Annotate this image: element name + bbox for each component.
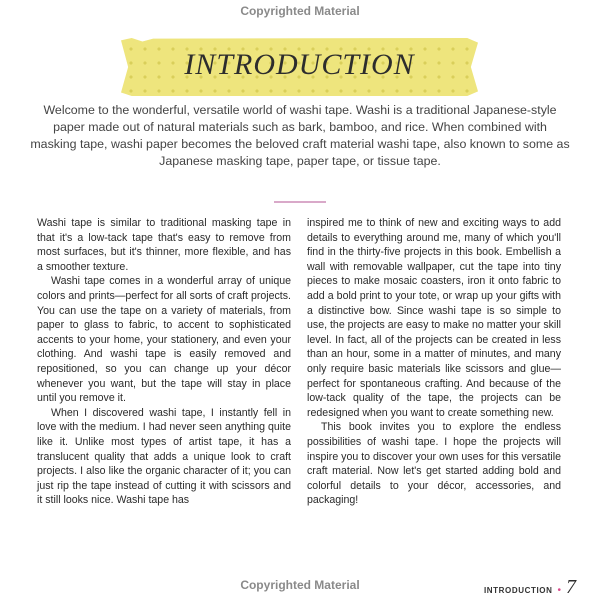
copyright-watermark-top: Copyrighted Material xyxy=(240,4,360,18)
body-column-right xyxy=(307,216,561,508)
footer-section-label: INTRODUCTION xyxy=(483,586,553,595)
page-footer xyxy=(484,576,576,599)
body-paragraph: When I discovered washi tape, I instantly fell in love with the medium. I had never seen anything quite like it. Unlike most types of artist tape, it has a translucent quality that adds a unique look to craft projects. I also like the organic character of it; you can just rip the tape instead of cutting it with scissors and it still looks nice. Washi tape has xyxy=(37,406,291,507)
body-paragraph: This book invites you to explore the endless possibilities of washi tape. I hope the projects will inspire you to discover your own uses for this versatile craft material. Now let's get started adding bold and colorful details to your décor, accessories, and packaging! xyxy=(307,421,561,507)
body-paragraph: Washi tape comes in a wonderful array of unique colors and prints—perfect for all sorts of craft projects. You can use the tape on a variety of materials, from paper to glass to fabric, to accent to sophisticated accents to your home, your stationery, and even your clothing. And washi tape is easily removed and repositioned, so you can change up your décor whenever you want, but the tape will stay in place until you remove it. xyxy=(37,275,291,405)
footer-bullet-icon: • xyxy=(557,585,561,596)
section-divider xyxy=(274,201,326,203)
body-column-left xyxy=(37,216,291,508)
body-paragraph: Washi tape is similar to traditional masking tape in that it's a low-tack tape that's easy to remove from most surfaces, but it's thinner, more flexible, and has a smoother texture. xyxy=(37,217,291,273)
body-paragraph: inspired me to think of new and exciting ways to add details to everything around me, many of which you'll find in the thirty-five projects in this book. Embellish a wall with removable wallpaper, cut the tape into tiny pieces to make mosaic coasters, iron it onto fabric to add a bold print to your tote, or wrap up your gifts with a distinctive bow. Since washi tape is so simple to use, the projects are easy to make no matter your skill level. In fact, all of the projects can be created in less than an hour, some in a matter of minutes, and many only require basic materials like scissors and glue—perfect for spontaneous crafting. And because of the low-tack quality of the tape, the projects can be redesigned when you want to create something new. xyxy=(307,217,561,419)
copyright-watermark-bottom: Copyrighted Material xyxy=(240,578,360,592)
page-number: 7 xyxy=(566,576,576,598)
page-title: INTRODUCTION xyxy=(184,48,415,81)
intro-paragraph: Welcome to the wonderful, versatile world of washi tape. Washi is a traditional Japanese-style paper made out of natural materials such as bark, bamboo, and rice. When combined with masking tape, washi paper becomes the beloved craft material washi tape, also known to some as Japanese masking tape, paper tape, or tissue tape. xyxy=(30,103,570,168)
